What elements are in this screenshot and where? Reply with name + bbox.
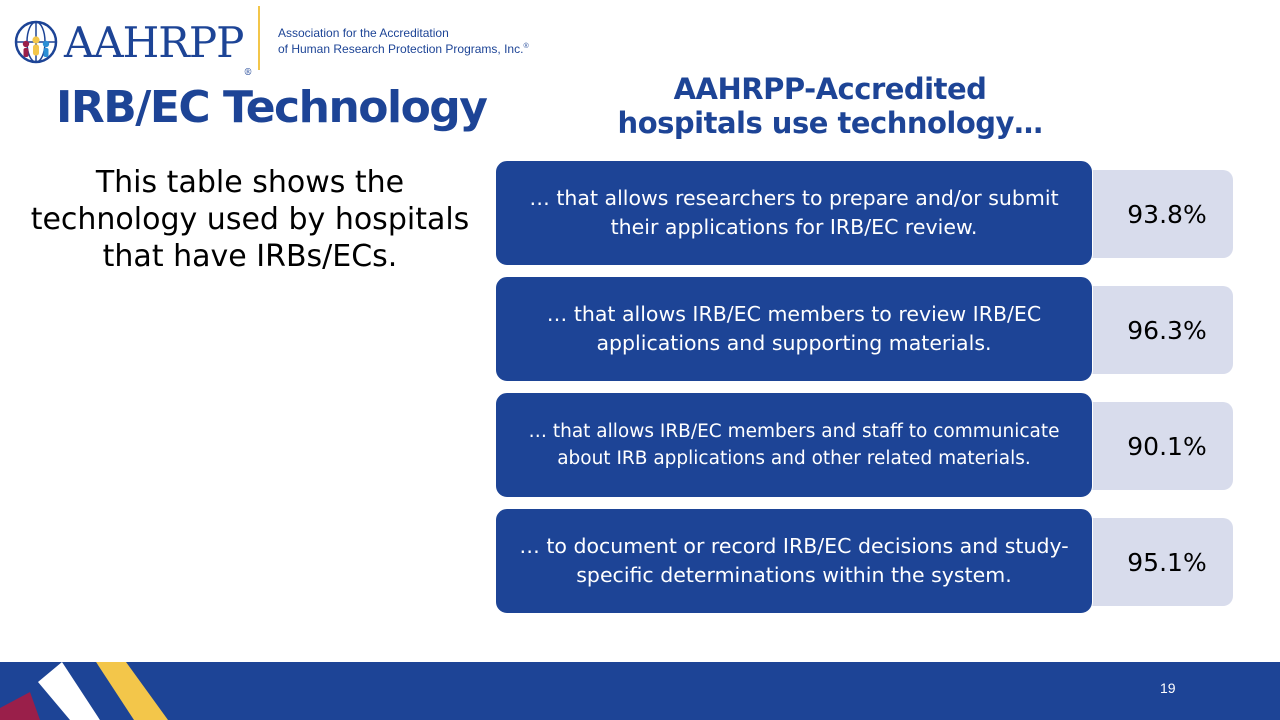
footer-band (0, 662, 1280, 720)
table-row (495, 276, 1235, 384)
description-text: … that allows researchers to prepare and/or submit their applications for IRB/EC review. (529, 186, 1059, 239)
percentage-value: 95.1% (1127, 547, 1207, 577)
organization-name (278, 26, 529, 56)
intro-text: This table shows the technology used by hospitals that have IRBs/ECs. (30, 165, 470, 274)
technology-table (495, 160, 1235, 624)
percentage-value: 90.1% (1127, 431, 1207, 461)
table-row (495, 160, 1235, 268)
table-heading-line1: AAHRPP-Accredited (673, 72, 987, 106)
table-heading (580, 72, 1080, 140)
table-row (495, 392, 1235, 500)
description-text: … that allows IRB/EC members and staff to communicate about IRB applications and other related materials. (528, 421, 1060, 469)
table-heading-line2: hospitals use technology… (617, 106, 1043, 140)
logo-divider (258, 6, 260, 70)
description-cell (495, 392, 1093, 498)
description-cell (495, 160, 1093, 266)
table-row (495, 508, 1235, 616)
description-cell (495, 276, 1093, 382)
globe-people-icon (14, 20, 58, 64)
percentage-value: 96.3% (1127, 315, 1207, 345)
logo-wordmark: AAHRPP® (64, 18, 252, 78)
description-cell (495, 508, 1093, 614)
organization-name-line2: of Human Research Protection Programs, Inc.® (278, 42, 529, 56)
description-text: … that allows IRB/EC members to review IRB/EC applications and supporting materials. (546, 302, 1042, 355)
page-title: IRB/EC Technology (56, 82, 487, 133)
page-number: 19 (1160, 680, 1176, 696)
footer-accent-shapes (0, 662, 180, 720)
organization-name-line1: Association for the Accreditation (278, 26, 449, 40)
description-text: … to document or record IRB/EC decisions and study-specific determinations within the system. (519, 534, 1069, 587)
footer-bar (0, 662, 1280, 720)
percentage-value: 93.8% (1127, 199, 1207, 229)
